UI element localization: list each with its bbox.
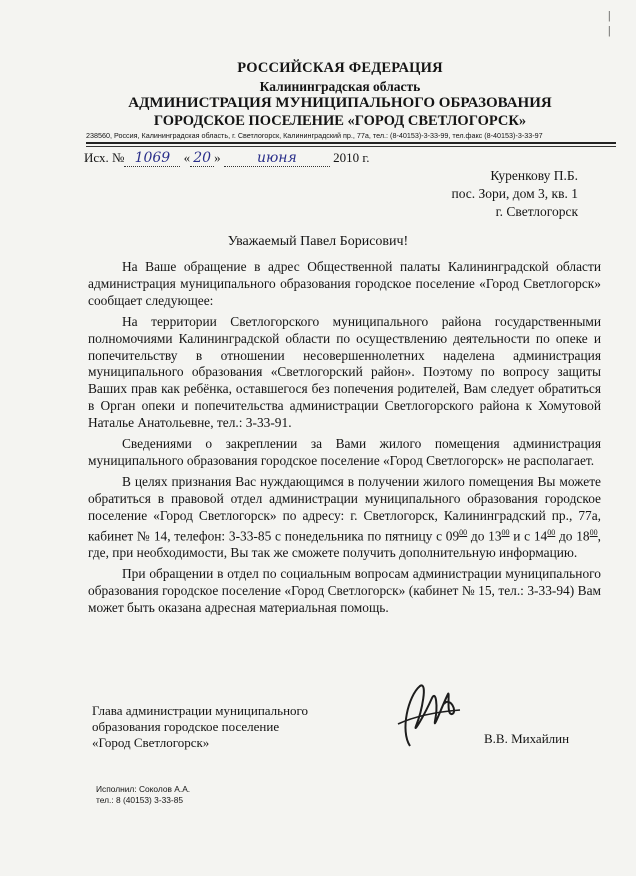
executor-info [96, 784, 190, 806]
executor-name: Исполнил: Соколов А.А. [96, 784, 191, 794]
paragraph-5: При обращении в отдел по социальным вопросам администрации муниципального образования городское поселение «Город Светлогорск» (кабинет № 15, тел.: 3-33-94) Вам может быть оказана адресная материальная помощь. [88, 565, 601, 615]
letter-body [88, 259, 601, 621]
signatory-title-line-1: Глава администрации муниципального [92, 703, 309, 718]
signatory-title [92, 703, 308, 751]
ref-number: 1069 [124, 150, 180, 167]
letterhead-region: Калининградская область [259, 79, 421, 94]
time-superscript: 00 [459, 527, 468, 537]
time-superscript: 00 [547, 527, 556, 537]
ref-month: июня [224, 150, 330, 167]
margin-mark: | | [608, 8, 611, 37]
p4-text-c: и с 14 [509, 528, 548, 544]
signatory-name: В.В. Михайлин [484, 731, 570, 746]
ref-year: 2010 г. [333, 150, 370, 165]
executor-phone: тел.: 8 (40153) 3-33-85 [96, 795, 184, 805]
paragraph-3: Сведениями о закреплении за Вами жилого помещения администрация муниципального образования городское поселение «Город Светлогорск» не располагает. [88, 436, 601, 468]
ref-day: 20 [190, 150, 214, 167]
outgoing-reference: Исх. № 1069 « 20 » июня 2010 г. [84, 150, 370, 166]
addressee-name: Куренкову П.Б. [490, 168, 578, 183]
letterhead-divider [86, 146, 616, 147]
letterhead-contacts: 238560, Россия, Калининградская область, г. Светлогорск, Калининградский пр., 77а, тел.: (8-40153)-3-33-99, тел.факс (8-40153)-3-33-97 [86, 131, 616, 144]
letterhead-settlement: ГОРОДСКОЕ ПОСЕЛЕНИЕ «ГОРОД СВЕТЛОГОРСК» [153, 113, 527, 129]
addressee-street: пос. Зори, дом 3, кв. 1 [451, 186, 578, 201]
salutation: Уважаемый Павел Борисович! [227, 234, 409, 249]
paragraph-4 [88, 474, 601, 562]
p4-text-b: до 13 [467, 528, 502, 544]
p4-text-d: до 18 [555, 528, 590, 544]
ref-prefix: Исх. № [84, 150, 125, 165]
paragraph-1: На Ваше обращение в адрес Общественной палаты Калининградской области администрация муниципального образования городское поселение «Город Светлогорск» сообщает следующее: [88, 259, 601, 308]
signatory-title-line-3: «Город Светлогорск» [92, 735, 210, 750]
time-superscript: 00 [501, 527, 510, 537]
time-superscript: 00 [589, 527, 598, 537]
addressee-city: г. Светлогорск [495, 204, 578, 219]
paragraph-2: На территории Светлогорского муниципального района государственными полномочиями Калининградской области по осуществлению деятельности по опеке и попечительству в отношении несовершеннолетних наделена администрация муниципального образования «Светлогорский район». Поэтому по вопросу защиты Ваших прав как ребёнка, оставшегося без попечения родителей, Вам следует обратиться в Орган опеки и попечительства администрации Светлогорского района к Хомутовой Наталье Анатольевне, тел.: 3-33-91. [88, 313, 601, 431]
letterhead-administration: АДМИНИСТРАЦИЯ МУНИЦИПАЛЬНОГО ОБРАЗОВАНИЯ [128, 95, 552, 111]
p4-text-e: , где, при необходимости, Вы так же сможете получить дополнительную информацию. [88, 528, 601, 560]
p4-text-a: В целях признания Вас нуждающимся в получении жилого помещения Вы можете обратиться в правовой отдел администрации муниципального образования городское поселение «Город Светлогорск» по адресу: г. Светлогорск, Калининградский пр., 77а, кабинет № 14, телефон: 3-33-85 с понедельника по пятницу с 09 [88, 473, 601, 544]
signatory-title-line-2: образования городское поселение [92, 719, 280, 734]
handwritten-signature [380, 676, 470, 756]
letterhead-country: РОССИЙСКАЯ ФЕДЕРАЦИЯ [237, 60, 443, 76]
